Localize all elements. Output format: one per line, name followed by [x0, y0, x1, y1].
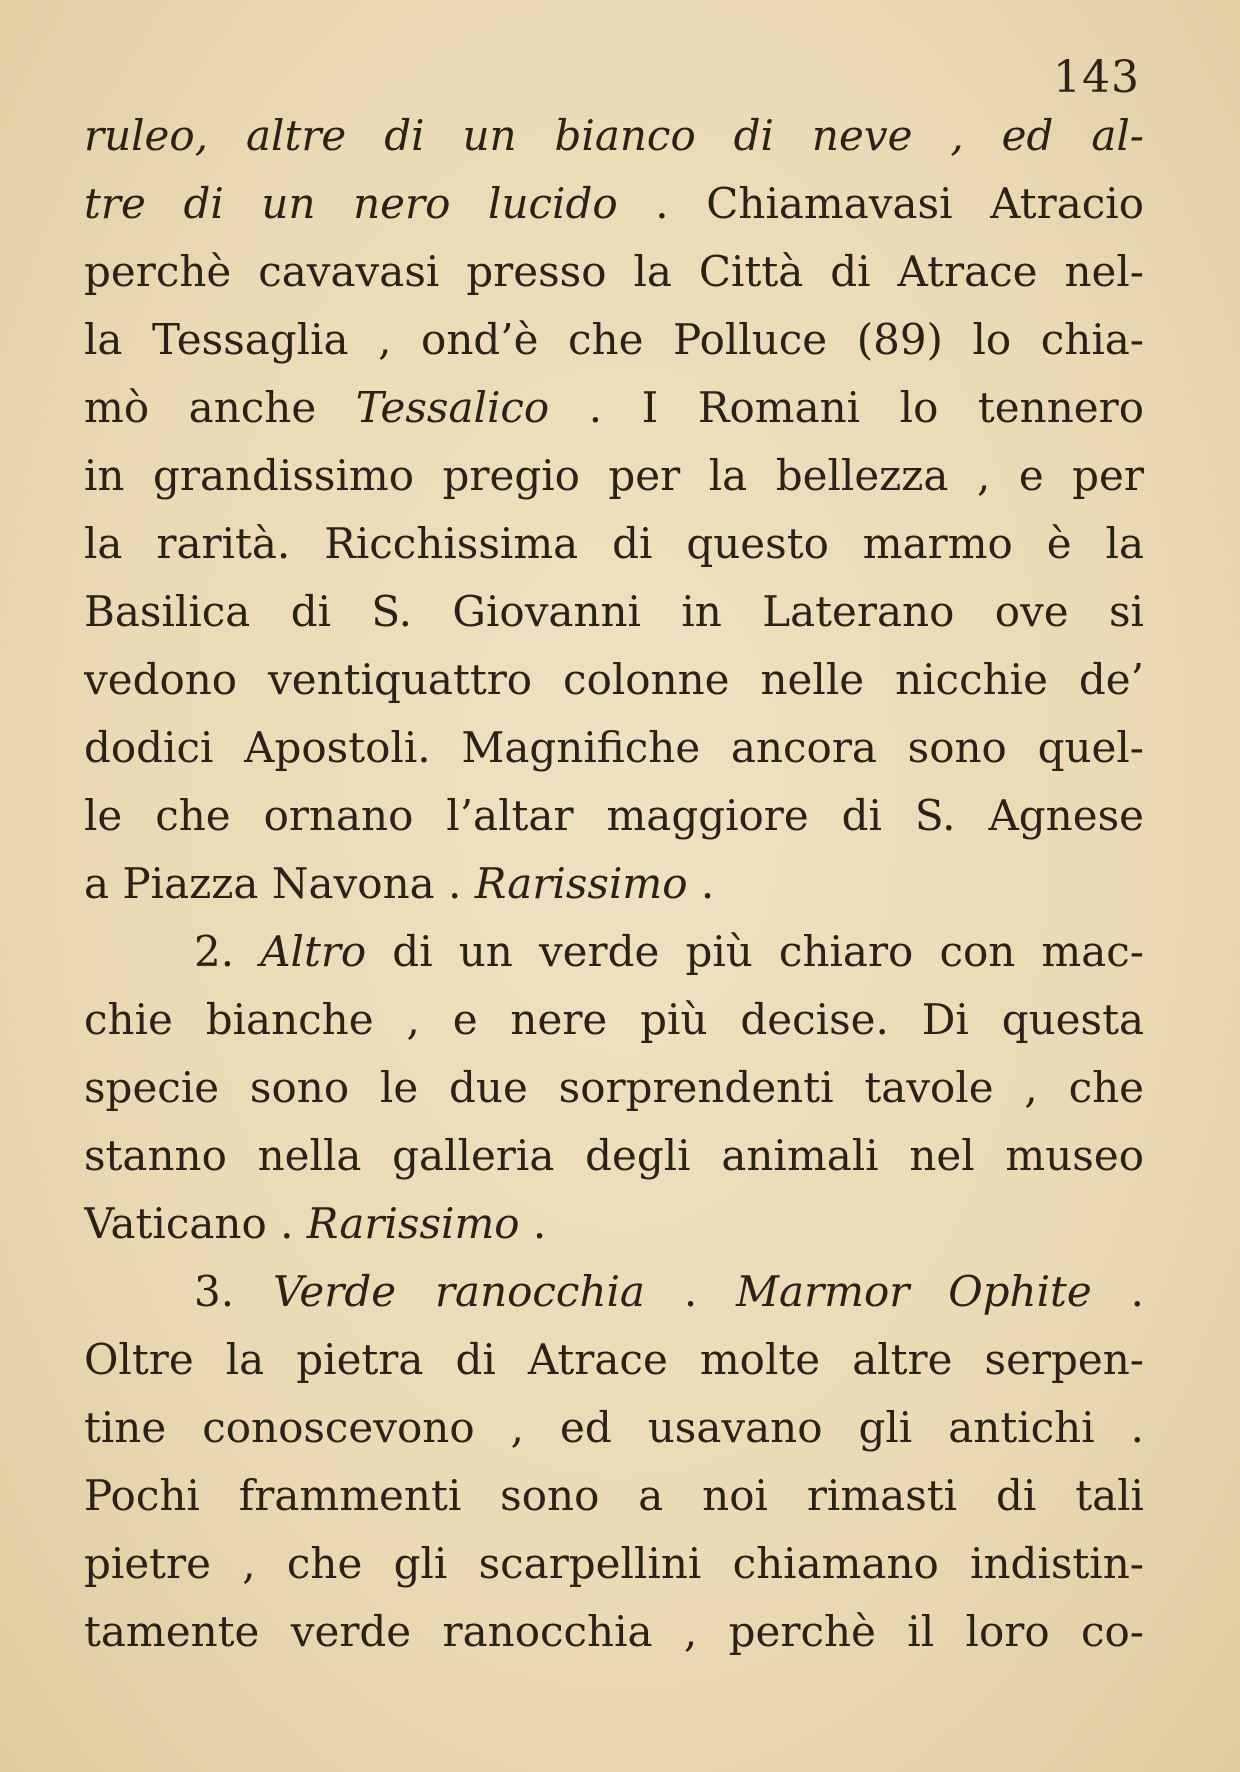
text-line [84, 510, 1144, 578]
roman-text: . [1091, 1267, 1144, 1316]
page-number: 143 [1053, 52, 1140, 103]
text-line [84, 102, 1144, 170]
roman-text: la Tessaglia , ond’è che Polluce (89) lo chia- [84, 315, 1144, 364]
text-line [84, 1394, 1144, 1462]
roman-text: . [644, 1267, 737, 1316]
text-line [84, 306, 1144, 374]
text-line [84, 1054, 1144, 1122]
roman-text: di un verde più chiaro con mac- [366, 927, 1144, 976]
roman-text: specie sono le due sorprendenti tavole , che [84, 1063, 1144, 1112]
roman-text: 2. [194, 927, 261, 976]
text-line [84, 1190, 1144, 1258]
roman-text: chie bianche , e nere più decise. Di questa [84, 995, 1144, 1044]
text-line [84, 1258, 1144, 1326]
roman-text: pietre , che gli scarpellini chiamano indistin- [84, 1539, 1144, 1588]
roman-text: Oltre la pietra di Atrace molte altre serpen- [84, 1335, 1144, 1384]
roman-text: tine conoscevono , ed usavano gli antichi . [84, 1403, 1144, 1452]
text-line [84, 578, 1144, 646]
roman-text: . [519, 1199, 547, 1248]
text-line [84, 782, 1144, 850]
text-line [84, 1598, 1144, 1666]
roman-text: . I Romani lo tennero [549, 383, 1144, 432]
text-line [84, 1326, 1144, 1394]
text-line [84, 1530, 1144, 1598]
text-line [84, 374, 1144, 442]
roman-text: a Piazza Navona . [84, 859, 475, 908]
roman-text: stanno nella galleria degli animali nel museo [84, 1131, 1144, 1180]
roman-text: Pochi frammenti sono a noi rimasti di tali [84, 1471, 1144, 1520]
italic-text: Rarissimo [474, 859, 688, 908]
roman-text: tamente verde ranocchia , perchè il loro co- [84, 1607, 1144, 1656]
text-line [84, 238, 1144, 306]
roman-text: Basilica di S. Giovanni in Laterano ove si [84, 587, 1144, 636]
roman-text: Vaticano . [84, 1199, 307, 1248]
italic-text: tre di un nero lucido [84, 179, 618, 228]
roman-text: vedono ventiquattro colonne nelle nicchie de’ [84, 655, 1144, 704]
text-line [84, 986, 1144, 1054]
roman-text: . Chiamavasi Atracio [617, 179, 1144, 228]
italic-text: ruleo, altre di un bianco di neve , ed al- [84, 111, 1144, 160]
body-text [84, 102, 1144, 1666]
italic-text: Rarissimo [306, 1199, 520, 1248]
text-line [84, 714, 1144, 782]
text-line [84, 850, 1144, 918]
text-line [84, 1462, 1144, 1530]
roman-text: . [687, 859, 715, 908]
roman-text: 3. [194, 1267, 273, 1316]
roman-text: la rarità. Ricchissima di questo marmo è la [84, 519, 1144, 568]
italic-text: Altro [260, 927, 367, 976]
roman-text: le che ornano l’altar maggiore di S. Agnese [84, 791, 1144, 840]
roman-text: dodici Apostoli. Magnifiche ancora sono quel- [84, 723, 1144, 772]
roman-text: mò anche [84, 383, 356, 432]
text-line [84, 1122, 1144, 1190]
text-line [84, 918, 1144, 986]
text-line [84, 170, 1144, 238]
italic-text: Marmor Ophite [736, 1267, 1092, 1316]
text-line [84, 442, 1144, 510]
roman-text: in grandissimo pregio per la bellezza , e per [84, 451, 1144, 500]
italic-text: Tessalico [355, 383, 550, 432]
text-line [84, 646, 1144, 714]
italic-text: Verde ranocchia [272, 1267, 645, 1316]
roman-text: perchè cavavasi presso la Città di Atrace nel- [84, 247, 1144, 296]
